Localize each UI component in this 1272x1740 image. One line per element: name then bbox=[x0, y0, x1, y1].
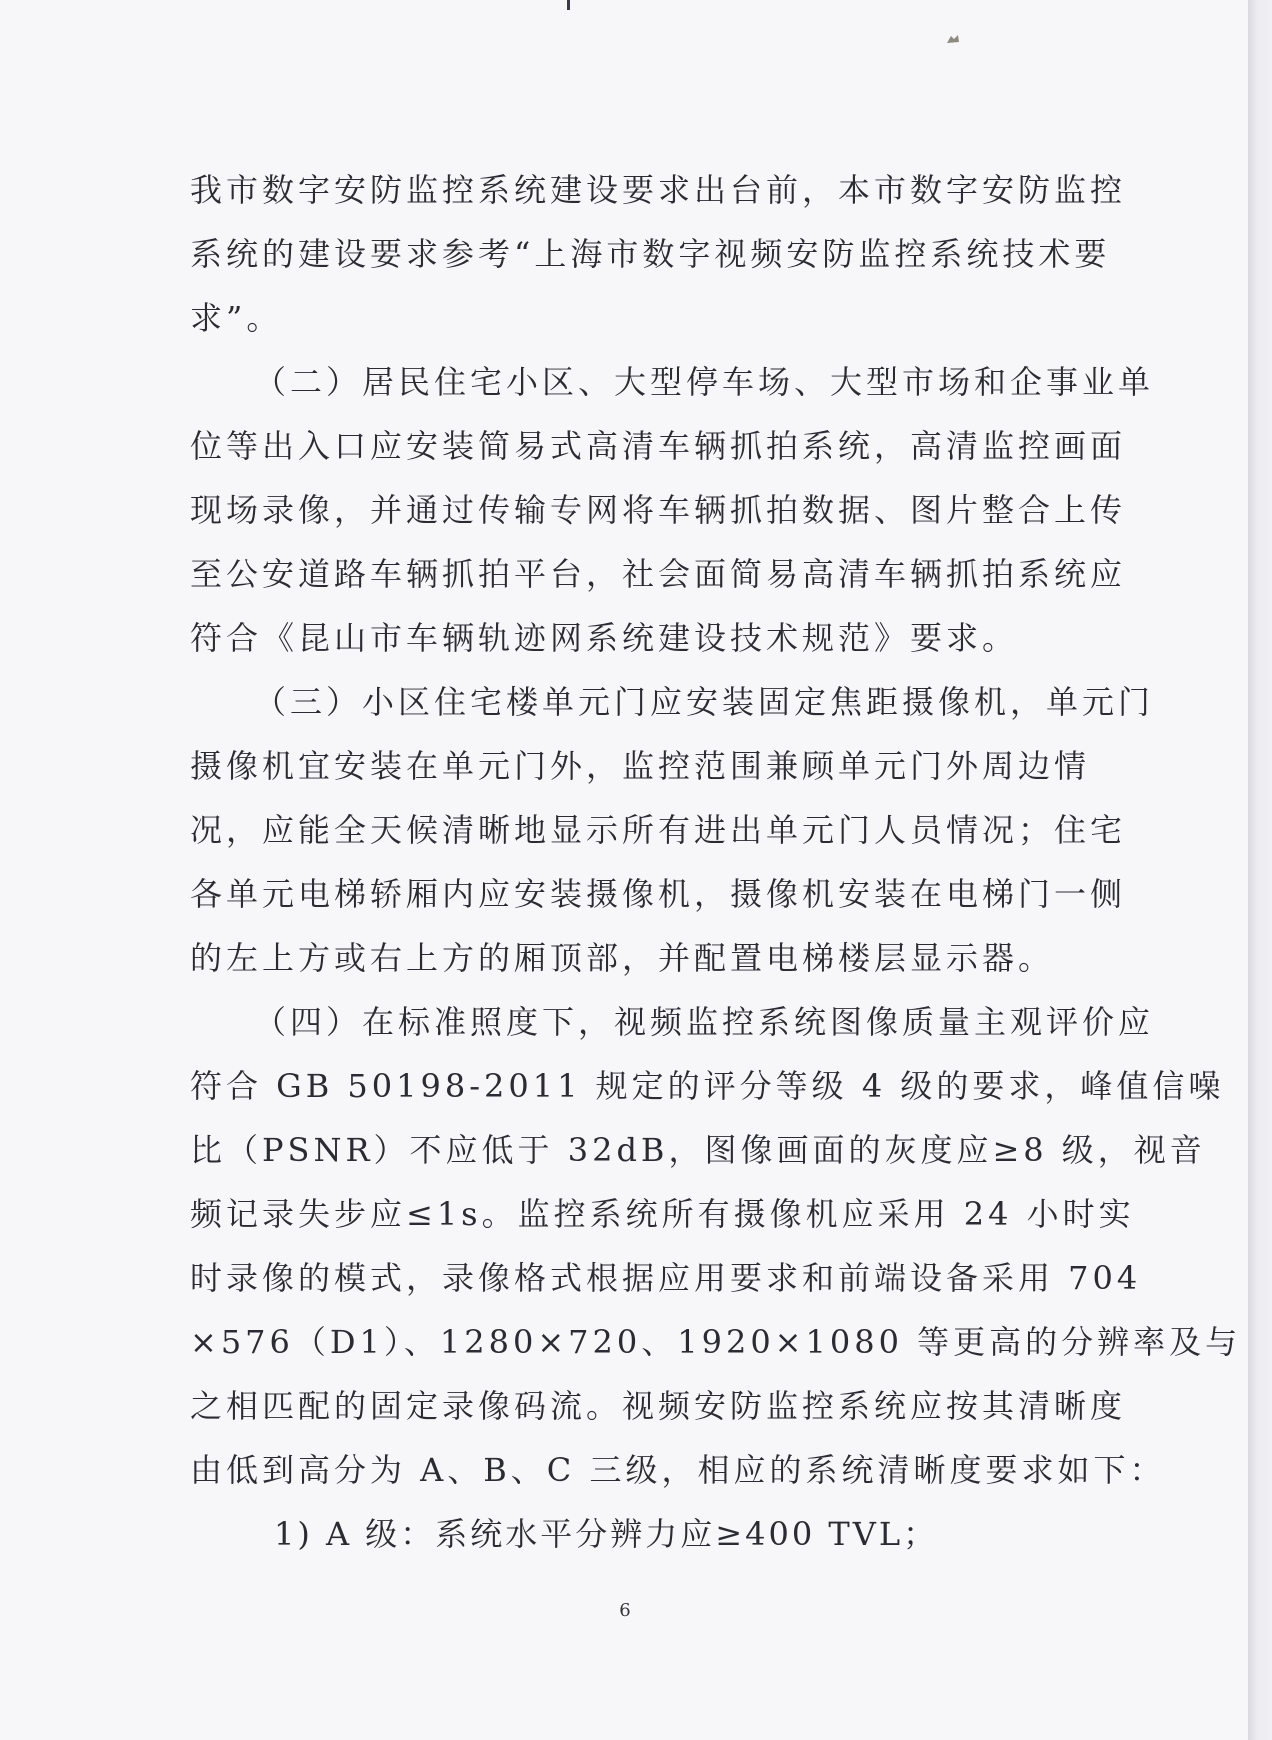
paragraph-line: 频记录失步应≤1s。监控系统所有摄像机应采用 24 小时实 bbox=[190, 1195, 1135, 1233]
scan-mark bbox=[567, 0, 570, 10]
section-four-heading-line: （四）在标准照度下，视频监控系统图像质量主观评价应 bbox=[254, 1003, 1155, 1041]
paragraph-line: 之相匹配的固定录像码流。视频安防监控系统应按其清晰度 bbox=[190, 1387, 1127, 1425]
page-edge-shadow bbox=[1248, 0, 1272, 1740]
section-two-heading-line: （二）居民住宅小区、大型停车场、大型市场和企事业单 bbox=[254, 363, 1155, 401]
paragraph-line: 现场录像，并通过传输专网将车辆抓拍数据、图片整合上传 bbox=[190, 491, 1127, 529]
paragraph-line: 位等出入口应安装简易式高清车辆抓拍系统，高清监控画面 bbox=[190, 427, 1127, 465]
paragraph-line: 由低到高分为 A、B、C 三级，相应的系统清晰度要求如下： bbox=[190, 1451, 1166, 1489]
paragraph-line: 各单元电梯轿厢内应安装摄像机，摄像机安装在电梯门一侧 bbox=[190, 875, 1127, 913]
paper-speck bbox=[946, 34, 960, 44]
paragraph-line: 况，应能全天候清晰地显示所有进出单元门人员情况；住宅 bbox=[190, 811, 1127, 849]
paragraph-line: 比（PSNR）不应低于 32dB，图像画面的灰度应≥8 级，视音 bbox=[190, 1131, 1206, 1169]
paragraph-line: 符合《昆山市车辆轨迹网系统建设技术规范》要求。 bbox=[190, 619, 1019, 657]
paragraph-line: 至公安道路车辆抓拍平台，社会面简易高清车辆抓拍系统应 bbox=[190, 555, 1127, 593]
paragraph-line: 时录像的模式，录像格式根据应用要求和前端设备采用 704 bbox=[190, 1259, 1142, 1297]
paragraph-line: 求”。 bbox=[190, 299, 283, 337]
page-number: 6 bbox=[619, 1600, 631, 1621]
document-body bbox=[190, 158, 1242, 1566]
paragraph-line: 的左上方或右上方的厢顶部，并配置电梯楼层显示器。 bbox=[190, 939, 1055, 977]
paragraph-line: 系统的建设要求参考“上海市数字视频安防监控系统技术要 bbox=[190, 235, 1111, 273]
section-three-heading-line: （三）小区住宅楼单元门应安装固定焦距摄像机，单元门 bbox=[254, 683, 1155, 721]
paragraph-line: 摄像机宜安装在单元门外，监控范围兼顾单元门外周边情 bbox=[190, 747, 1091, 785]
paragraph-line: 符合 GB 50198-2011 规定的评分等级 4 级的要求，峰值信噪 bbox=[190, 1067, 1225, 1105]
list-item-a: 1) A 级：系统水平分辨力应≥400 TVL； bbox=[274, 1515, 939, 1553]
paragraph-line: ×576（D1）、1280×720、1920×1080 等更高的分辨率及与 bbox=[190, 1323, 1242, 1361]
paragraph-line: 我市数字安防监控系统建设要求出台前，本市数字安防监控 bbox=[190, 171, 1127, 209]
